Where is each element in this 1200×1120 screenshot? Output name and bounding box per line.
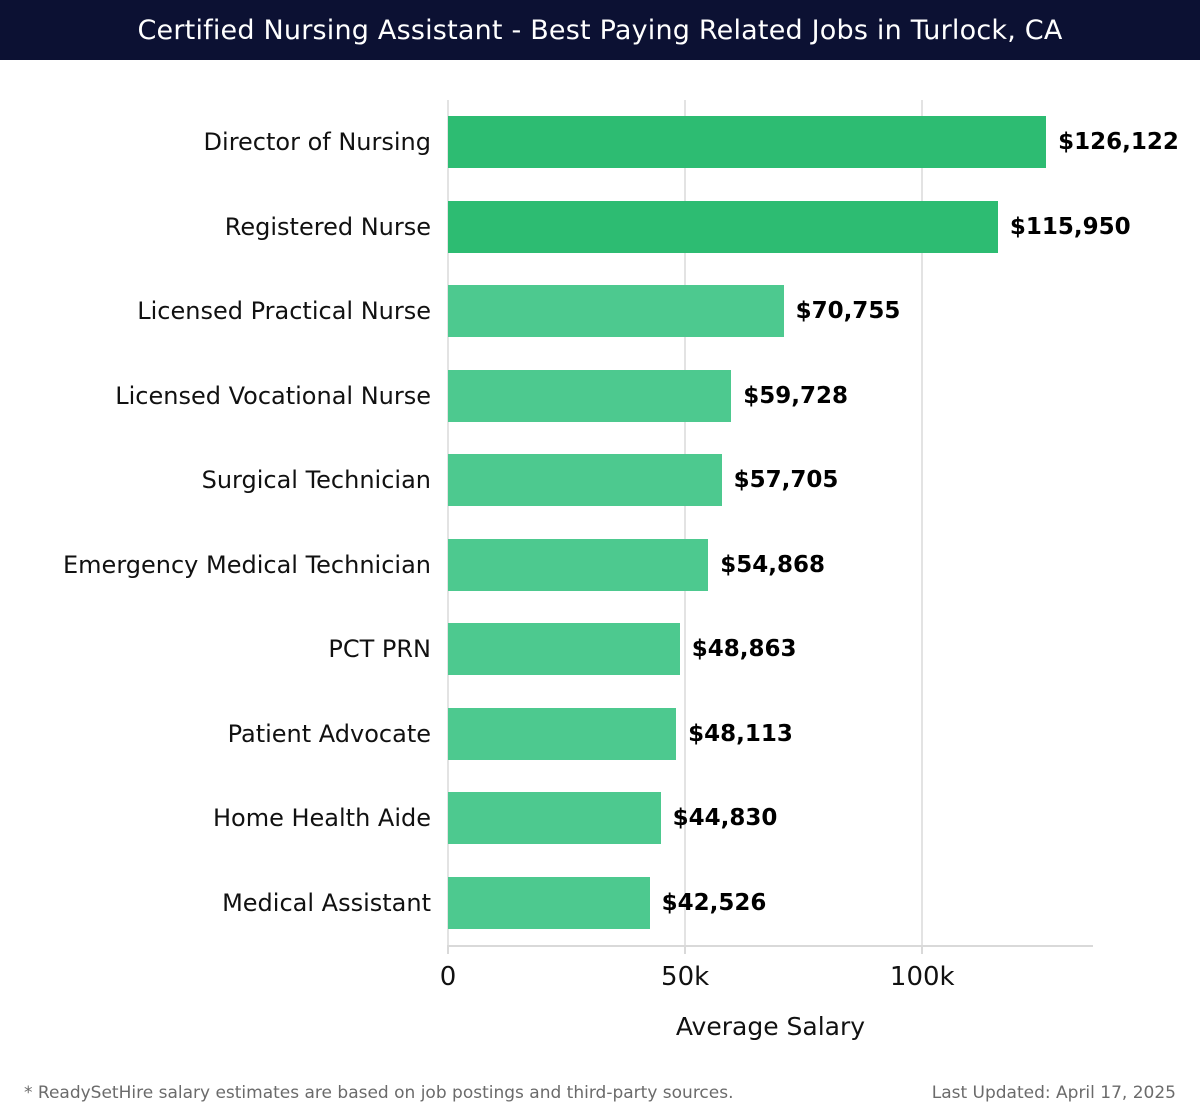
bar-track <box>448 776 1093 861</box>
tick-mark-0 <box>447 945 449 954</box>
footer-last-updated: Last Updated: April 17, 2025 <box>931 1083 1176 1103</box>
bar-track <box>448 438 1093 523</box>
tick-mark-100k <box>921 945 923 954</box>
bar-value-label: $59,728 <box>743 382 849 409</box>
bar-category-label: Surgical Technician <box>201 466 431 495</box>
bar-row <box>0 776 1200 861</box>
bar-row <box>0 269 1200 354</box>
bar-category-label: Patient Advocate <box>227 719 431 748</box>
bar-rows <box>0 100 1200 945</box>
x-axis-title: Average Salary <box>675 1012 866 1041</box>
bar-track <box>448 269 1093 354</box>
bar-category-label: Home Health Aide <box>212 804 431 833</box>
tick-label-0: 0 <box>439 962 457 992</box>
bar <box>448 285 784 337</box>
tick-mark-50k <box>684 945 686 954</box>
tick-label-50k: 50k <box>661 962 710 992</box>
bar-category-label: Director of Nursing <box>203 128 431 157</box>
bar-row <box>0 523 1200 608</box>
bar-value-label: $48,113 <box>688 720 793 747</box>
bar-track <box>448 692 1093 777</box>
bar-row <box>0 438 1200 523</box>
chart-title: Certified Nursing Assistant - Best Paying Related Jobs in Turlock, CA <box>137 14 1063 46</box>
bar-row <box>0 692 1200 777</box>
bar-track <box>448 861 1093 946</box>
bar-category-label: Medical Assistant <box>222 888 431 917</box>
bar <box>448 792 661 844</box>
bar-category-label: PCT PRN <box>328 635 431 664</box>
tick-label-100k: 100k <box>889 962 955 992</box>
bar-track <box>448 354 1093 439</box>
bar-category-label: Emergency Medical Technician <box>63 550 431 579</box>
bar-value-label: $115,950 <box>1009 213 1131 240</box>
bar-track <box>448 100 1179 185</box>
bar <box>448 454 722 506</box>
bar-row <box>0 100 1200 185</box>
bar-category-label: Licensed Vocational Nurse <box>115 381 431 410</box>
bar-category-label: Registered Nurse <box>224 212 431 241</box>
chart-header-bar <box>0 0 1200 60</box>
bar-track <box>448 185 1131 270</box>
footer-source-note: * ReadySetHire salary estimates are based on job postings and third-party sources. <box>24 1083 734 1103</box>
bar-track <box>448 607 1093 692</box>
bar-value-label: $42,526 <box>661 889 767 916</box>
bar-value-label: $57,705 <box>733 467 839 494</box>
bar-value-label: $44,830 <box>672 805 778 832</box>
bar-row <box>0 354 1200 439</box>
bar-value-label: $126,122 <box>1058 129 1179 156</box>
bar-row <box>0 861 1200 946</box>
bar-row <box>0 185 1200 270</box>
bar <box>448 370 731 422</box>
bar <box>448 623 680 675</box>
bar <box>448 708 676 760</box>
bar-track <box>448 523 1093 608</box>
x-axis-line <box>448 945 1093 947</box>
bar-value-label: $54,868 <box>720 551 825 578</box>
bar-row <box>0 607 1200 692</box>
bar <box>448 116 1046 168</box>
bar <box>448 201 998 253</box>
bar-category-label: Licensed Practical Nurse <box>137 297 431 326</box>
bar <box>448 877 650 929</box>
bar-value-label: $70,755 <box>795 298 901 325</box>
bar-value-label: $48,863 <box>691 636 797 663</box>
bar <box>448 539 708 591</box>
